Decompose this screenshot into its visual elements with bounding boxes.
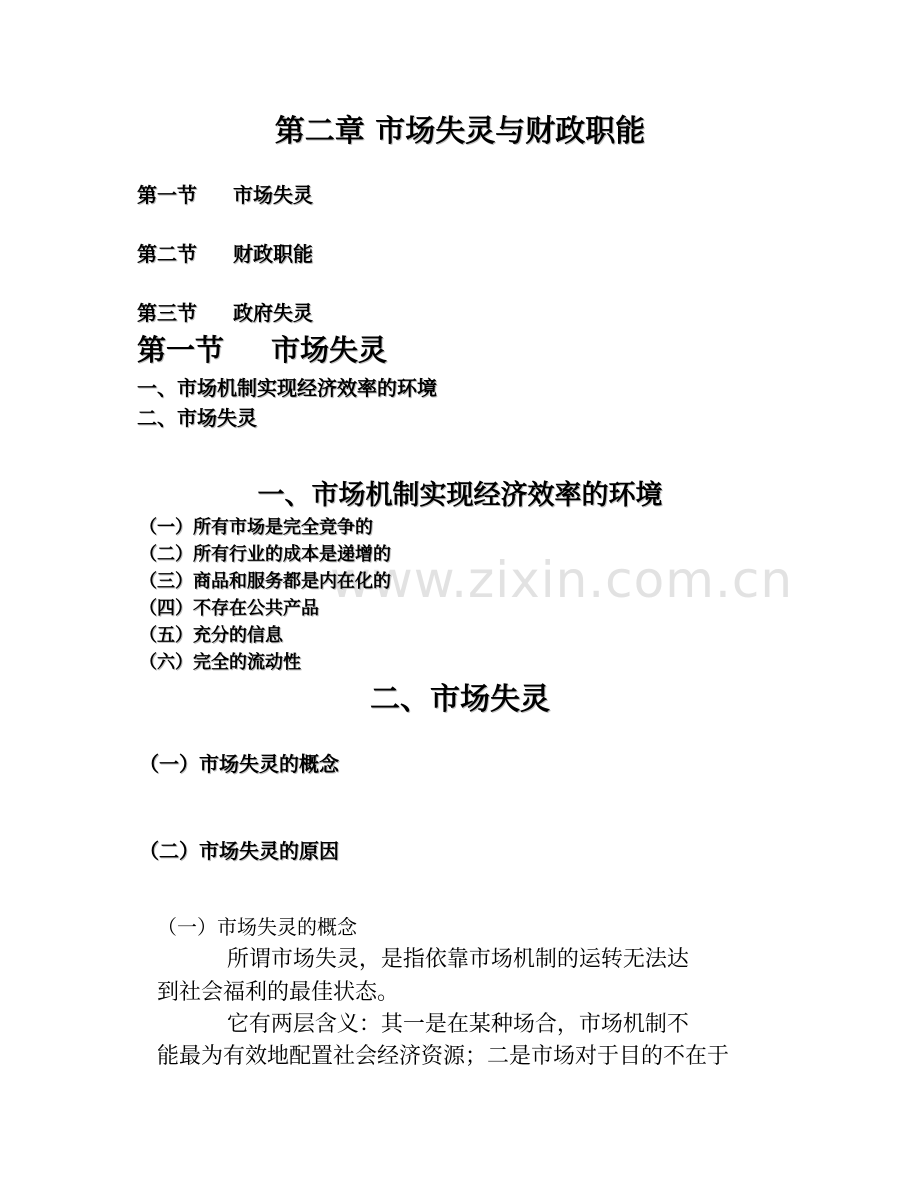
sub-heading: （二）市场失灵的原因 [139, 839, 339, 863]
section-number: 第一节 [137, 333, 225, 367]
toc-item-number: 第一节 [137, 183, 197, 207]
condition-item: （六）完全的流动性 [139, 652, 301, 673]
toc-item-number: 第二节 [137, 242, 197, 266]
chapter-title: 第二章 市场失灵与财政职能 [274, 114, 646, 149]
toc-item [137, 299, 313, 327]
concept-label: （一）市场失灵的概念 [157, 915, 357, 939]
paragraph-line: 所谓市场失灵，是指依靠市场机制的运转无法达 [157, 947, 689, 972]
heading-market-failure: 二、市场失灵 [370, 682, 550, 717]
watermark: www.zixin.com.cn [330, 551, 794, 609]
heading-environment: 一、市场机制实现经济效率的环境 [257, 480, 663, 511]
toc-item-title: 市场失灵 [233, 183, 313, 207]
toc-item [137, 181, 313, 209]
sub-heading: （一）市场失灵的概念 [139, 752, 339, 776]
condition-item: （二）所有行业的成本是递增的 [139, 544, 391, 565]
paragraph-line: 它有两层含义：其一是在某种场合，市场机制不 [157, 1012, 689, 1037]
section-title: 市场失灵 [271, 333, 388, 367]
condition-item: （四）不存在公共产品 [139, 598, 319, 619]
toc-item-title: 财政职能 [233, 242, 313, 266]
paragraph-line: 到社会福利的最佳状态。 [157, 980, 400, 1005]
outline-item: 二、市场失灵 [137, 406, 257, 430]
toc-item-title: 政府失灵 [233, 301, 313, 325]
condition-item: （五）充分的信息 [139, 625, 283, 646]
section-heading [137, 330, 387, 370]
condition-item: （一）所有市场是完全竞争的 [139, 517, 373, 538]
paragraph-line: 能最为有效地配置社会经济资源；二是市场对于目的不在于 [157, 1044, 730, 1069]
outline-item: 一、市场机制实现经济效率的环境 [137, 376, 437, 400]
toc-item-number: 第三节 [137, 301, 197, 325]
condition-item: （三）商品和服务都是内在化的 [139, 571, 391, 592]
toc-item [137, 240, 313, 268]
